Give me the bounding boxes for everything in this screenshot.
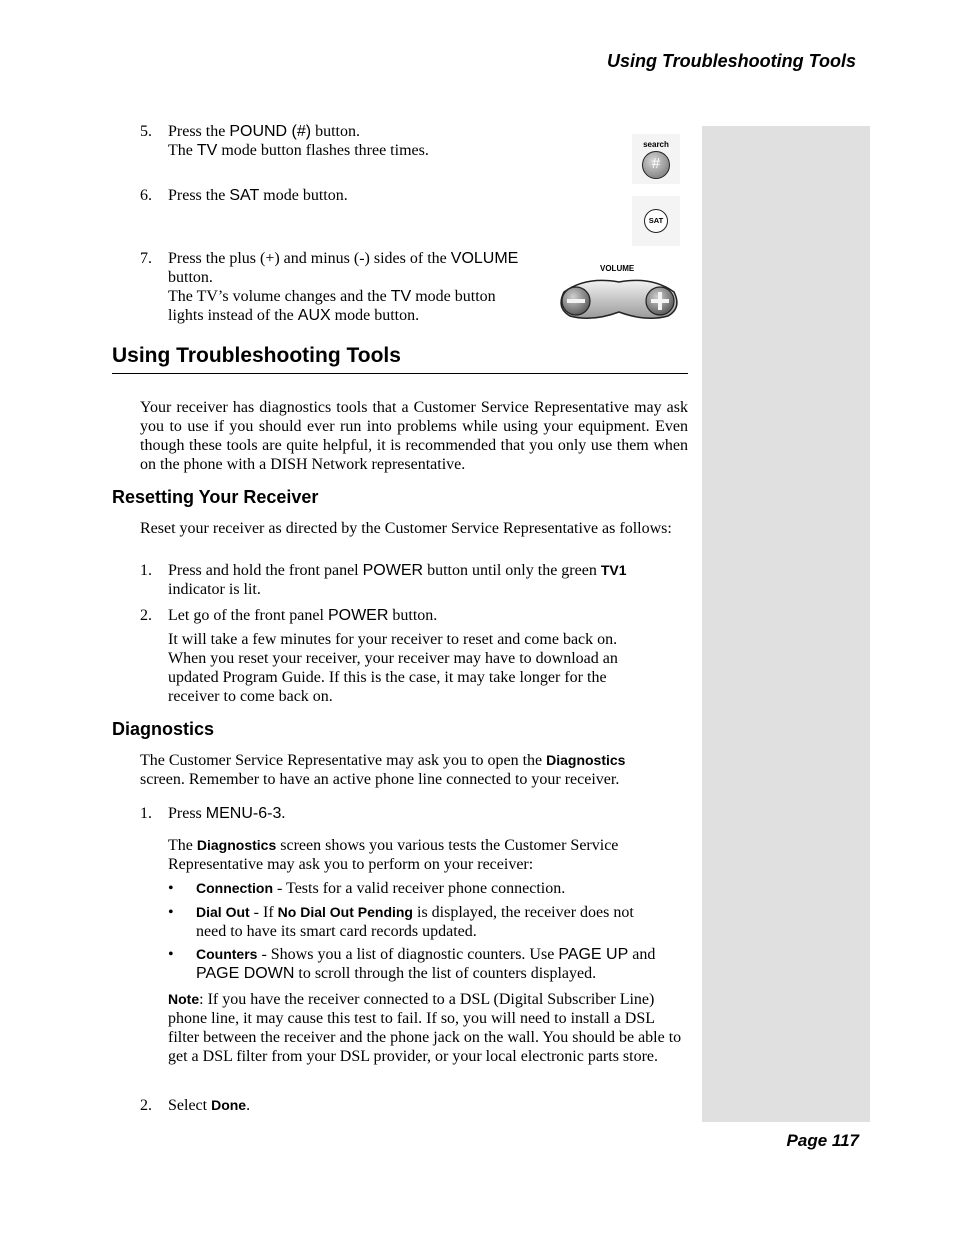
subsection-title-diagnostics: Diagnostics bbox=[112, 719, 215, 739]
key-label: TV bbox=[390, 288, 412, 305]
key-label: POUND (#) bbox=[229, 123, 312, 140]
key-label: MENU-6-3 bbox=[205, 805, 282, 822]
key-label: VOLUME bbox=[450, 250, 519, 267]
section-intro: Your receiver has diagnostics tools that a Customer Service Representative may ask you to use if you should ever run into problems while using your equipment. Even though these tools are quite helpful, it is recommended that you only use them when on the phone with a DISH Network representative. bbox=[140, 399, 688, 473]
pound-button-icon bbox=[632, 134, 680, 184]
step-text: Press MENU-6-3. bbox=[168, 805, 286, 822]
sat-icon: SAT bbox=[644, 209, 668, 233]
subsection-title-reset: Resetting Your Receiver bbox=[112, 487, 319, 507]
step-number: 1. bbox=[140, 562, 152, 579]
step-text: Press and hold the front panel POWER button until only the green TV1 indicator is lit. bbox=[168, 562, 627, 598]
menu-option: Done bbox=[211, 1097, 247, 1113]
step-number: 6. bbox=[140, 187, 152, 204]
step-number: 2. bbox=[140, 607, 152, 624]
screen-name: Diagnostics bbox=[196, 837, 277, 853]
diagnostics-intro: The Customer Service Representative may ask you to open the Diagnostics screen. Remember to have an active phone line connected to your receiver. bbox=[140, 752, 626, 788]
step-text: Press the POUND (#) button. The TV mode button flashes three times. bbox=[168, 123, 429, 159]
screen-name: Diagnostics bbox=[546, 752, 626, 768]
reset-note: It will take a few minutes for your receiver to reset and come back on. When you reset your receiver, your receiver may have to download an updated Program Guide. If this is the case, it may take longer for the receiver to come back on. bbox=[168, 631, 618, 705]
volume-rocker-icon bbox=[556, 262, 682, 324]
step-text: Press the plus (+) and minus (-) sides of the VOLUME button. The TV’s volume changes and the TV mode button lights instead of the AUX mode button. bbox=[168, 250, 519, 324]
bullet-marker: • bbox=[168, 904, 174, 921]
key-label: SAT bbox=[229, 187, 260, 204]
page-number: Page 117 bbox=[786, 1131, 859, 1150]
section-title: Using Troubleshooting Tools bbox=[112, 344, 688, 374]
bullet-counters: Counters - Shows you a list of diagnostic counters. Use PAGE UP and PAGE DOWN to scroll through the list of counters displayed. bbox=[196, 946, 656, 982]
search-label: search bbox=[643, 140, 669, 149]
bullet-connection: Connection - Tests for a valid receiver phone connection. bbox=[196, 880, 566, 897]
step-number: 1. bbox=[140, 805, 152, 822]
step-number: 2. bbox=[140, 1097, 152, 1114]
key-label: AUX bbox=[297, 307, 331, 324]
key-label: POWER bbox=[362, 562, 424, 579]
diagnostics-description: The Diagnostics screen shows you various tests the Customer Service Representative may ask you to perform on your receiver: bbox=[168, 837, 619, 873]
volume-label: VOLUME bbox=[600, 264, 635, 273]
pound-icon: # bbox=[642, 151, 670, 179]
step-text: Let go of the front panel POWER button. bbox=[168, 607, 438, 624]
indicator-label: TV1 bbox=[600, 562, 627, 578]
step-text: Select Done. bbox=[168, 1097, 251, 1114]
step-number: 7. bbox=[140, 250, 152, 267]
step-number: 5. bbox=[140, 123, 152, 140]
bullet-dial-out: Dial Out - If No Dial Out Pending is displayed, the receiver does not need to have its smart card records updated. bbox=[196, 904, 634, 940]
bullet-marker: • bbox=[168, 946, 174, 963]
dsl-note: Note: If you have the receiver connected to a DSL (Digital Subscriber Line) phone line, it may cause this test to fail. If so, you will need to install a DSL filter between the receiver and the phone jack on the wall. You should be able to get a DSL filter from your DSL provider, or your local electronic parts store. bbox=[168, 991, 682, 1065]
bullet-marker: • bbox=[168, 880, 174, 897]
reset-intro: Reset your receiver as directed by the Customer Service Representative as follows: bbox=[140, 520, 672, 537]
sat-button-icon bbox=[632, 196, 680, 246]
key-label: POWER bbox=[327, 607, 389, 624]
step-text: Press the SAT mode button. bbox=[168, 187, 348, 204]
margin-sidebar bbox=[702, 126, 870, 1122]
running-header: Using Troubleshooting Tools bbox=[607, 51, 856, 71]
key-label: TV bbox=[196, 142, 218, 159]
